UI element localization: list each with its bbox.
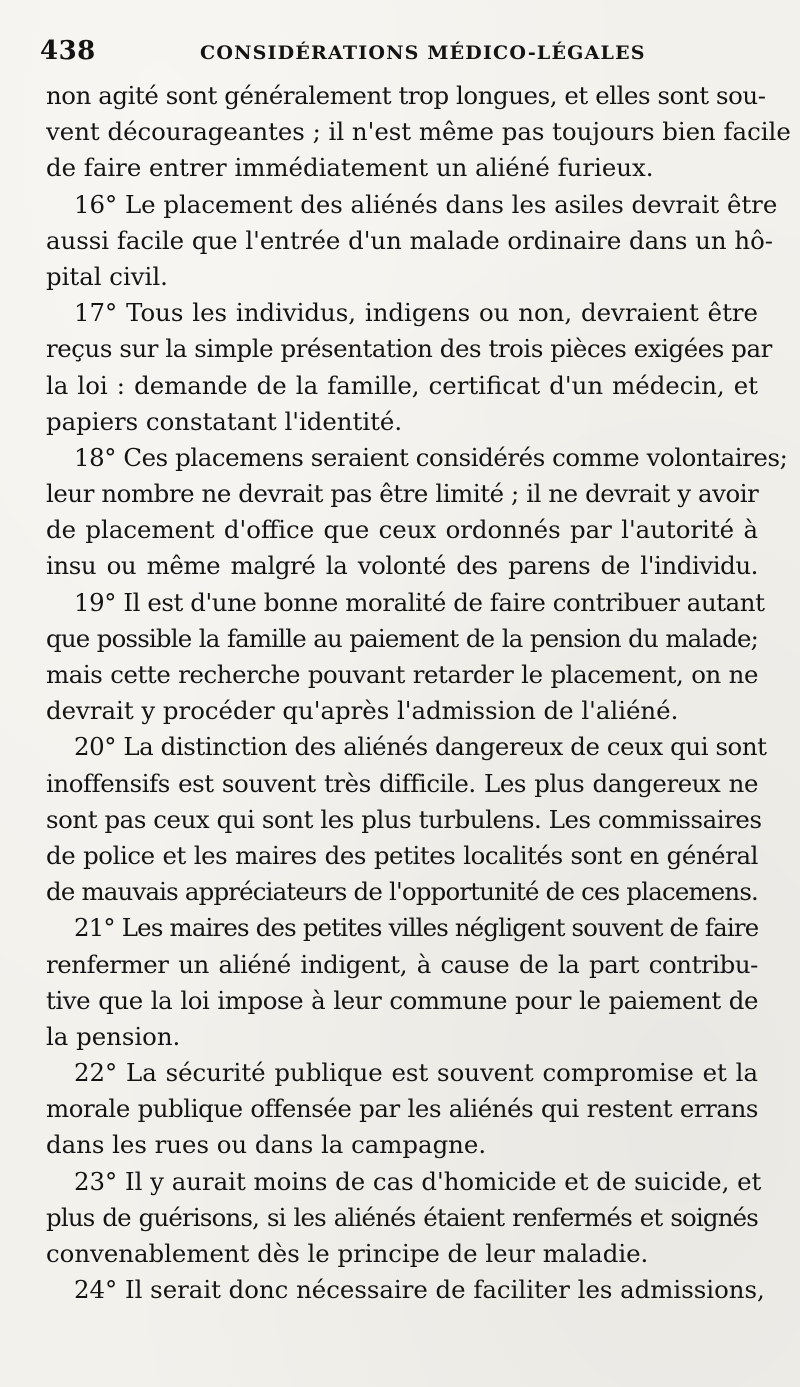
text-line: leur nombre ne devrait pas être limité ; il ne devrait y avoir <box>46 479 759 509</box>
text-line: morale publique offensée par les aliénés qui restent errans <box>46 1094 758 1124</box>
text-line: la loi : demande de la famille, certificat d'un médecin, et <box>46 370 758 400</box>
text-line: tive que la loi impose à leur commune pour le paiement de <box>46 985 758 1015</box>
text-line: de police et les maires des petites localités sont en général <box>46 840 758 870</box>
text-line: 20° La distinction des aliénés dangereux de ceux qui sont <box>74 732 767 762</box>
text-line: 19° Il est d'une bonne moralité de faire contribuer autant <box>74 587 765 617</box>
text-line: papiers constatant l'identité. <box>46 406 403 436</box>
text-line: de faire entrer immédiatement un aliéné furieux. <box>46 153 654 183</box>
text-line: reçus sur la simple présentation des trois pièces exigées par <box>46 334 772 364</box>
show-through-texture <box>783 180 790 205</box>
text-line: sont pas ceux qui sont les plus turbulens. Les commissaires <box>46 804 762 834</box>
text-line: devrait y procéder qu'après l'admission de l'aliéné. <box>46 696 679 726</box>
text-line: 22° La sécurité publique est souvent compromise et la <box>74 1058 758 1088</box>
text-line: 21° Les maires des petites villes négligent souvent de faire <box>74 913 759 943</box>
text-line: 23° Il y aurait moins de cas d'homicide et de suicide, et <box>74 1166 762 1196</box>
text-line: la pension. <box>46 1021 181 1051</box>
text-line: aussi facile que l'entrée d'un malade ordinaire dans un hô- <box>46 225 773 255</box>
text-line: insu ou même malgré la volonté des parens de l'individu. <box>46 551 758 581</box>
running-head: CONSIDÉRATIONS MÉDICO-LÉGALES <box>200 42 646 64</box>
text-line: 16° Le placement des aliénés dans les asiles devrait être <box>74 189 778 219</box>
text-line: non agité sont généralement trop longues, et elles sont sou- <box>46 81 766 110</box>
text-line: inoffensifs est souvent très difficile. Les plus dangereux ne <box>46 768 758 798</box>
body-text <box>46 78 791 1308</box>
text-line: de mauvais appréciateurs de l'opportunité de ces placemens. <box>46 877 758 907</box>
text-line: plus de guérisons, si les aliénés étaient renfermés et soignés <box>46 1202 758 1232</box>
text-line: dans les rues ou dans la campagne. <box>46 1130 487 1160</box>
text-line: 24° Il serait donc nécessaire de faciliter les admissions, <box>74 1275 765 1305</box>
text-line: convenablement dès le principe de leur maladie. <box>46 1239 649 1268</box>
text-line: renfermer un aliéné indigent, à cause de la part contribu- <box>46 949 758 979</box>
text-line: 18° Ces placemens seraient considérés comme volontaires; <box>74 442 788 472</box>
text-line: pital civil. <box>46 261 168 291</box>
page-header <box>40 36 760 76</box>
text-line: mais cette recherche pouvant retarder le placement, on ne <box>46 660 758 689</box>
page-number: 438 <box>40 36 96 66</box>
text-line: 17° Tous les individus, indigens ou non, devraient être <box>74 298 758 328</box>
text-line: que possible la famille au paiement de la pension du malade; <box>46 623 758 653</box>
text-line: de placement d'office que ceux ordonnés par l'autorité à <box>46 515 758 545</box>
text-line: vent décourageantes ; il n'est même pas toujours bien facile <box>46 117 791 147</box>
